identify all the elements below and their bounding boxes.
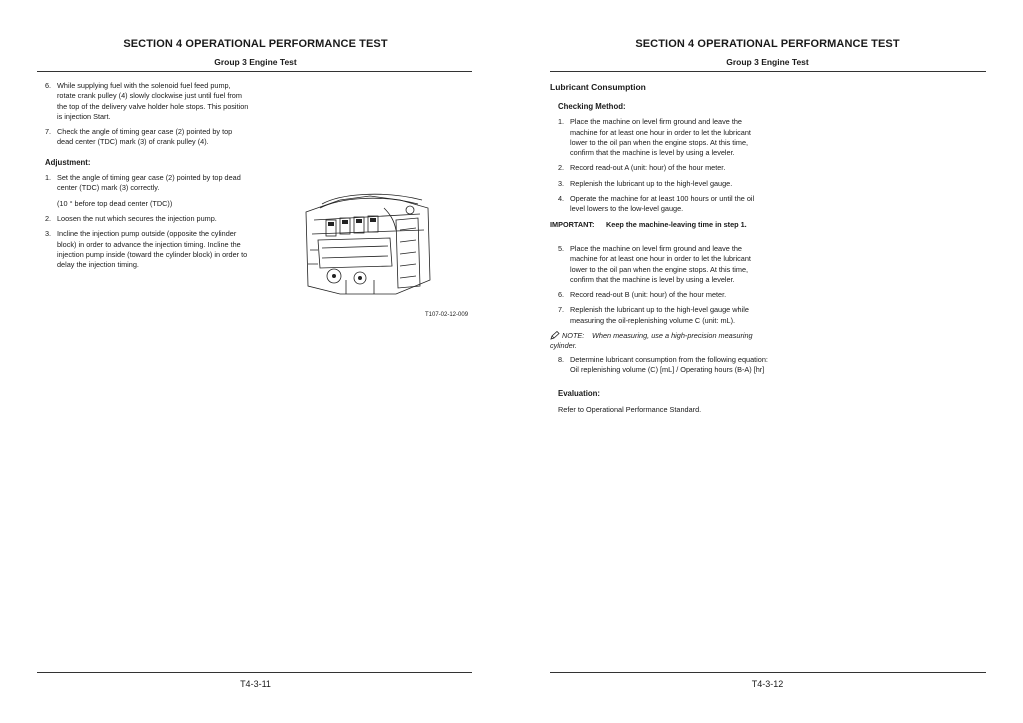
important-callout [550, 220, 770, 230]
step-number: 2. [558, 163, 565, 173]
step-item [558, 290, 770, 300]
important-text: Keep the machine-leaving time in step 1. [606, 219, 747, 229]
adjustment-heading: Adjustment: [45, 157, 91, 167]
header-rule [550, 71, 986, 72]
step-text: Replenish the lubricant up to the high-level gauge while measuring the oil-replenishing volume C (unit: mL). [570, 305, 749, 325]
step-item [558, 355, 770, 376]
page-number: T4-3-12 [751, 679, 784, 689]
checking-heading: Checking Method: [558, 102, 626, 111]
step-item [45, 229, 250, 270]
step-text: Record read-out B (unit: hour) of the hour meter. [570, 290, 727, 300]
topic-heading: Lubricant Consumption [550, 82, 646, 92]
section-title: SECTION 4 OPERATIONAL PERFORMANCE TEST [635, 38, 900, 50]
left-text-column [45, 81, 250, 275]
step-number: 6. [558, 290, 565, 300]
step-item [45, 173, 250, 194]
group-title: Group 3 Engine Test [214, 57, 297, 67]
step-item [45, 199, 250, 209]
step-text: While supplying fuel with the solenoid fuel feed pump, rotate crank pulley (4) slowly clockwise just until fuel from the top of the delivery valve holder hole stops. This position is injection Start. [57, 81, 249, 121]
step-text: (10 ° before top dead center (TDC)) [57, 198, 173, 208]
step-number: 6. [45, 81, 52, 90]
step-text: Place the machine on level firm ground and leave the machine for at least one hour in order to let the lubricant lower to the oil pan when the engine stops. At this time, confirm that the machine is level by using a leveler. [570, 117, 751, 158]
note-text: When measuring, use a high-precision measuring cylinder. [550, 331, 753, 351]
step-text: Loosen the nut which secures the injection pump. [57, 213, 217, 223]
step-text: Replenish the lubricant up to the high-level gauge. [570, 178, 733, 188]
section-title: SECTION 4 OPERATIONAL PERFORMANCE TEST [123, 38, 388, 50]
injection-pump-illustration [300, 190, 435, 298]
step-text: Record read-out A (unit: hour) of the hour meter. [570, 163, 726, 173]
step-text: Determine lubricant consumption from the following equation: Oil replenishing volume (C) [mL] / Operating hours (B-A) [hr] [570, 354, 768, 374]
step-text: Operate the machine for at least 100 hours or until the oil level lowers to the low-level gauge. [570, 194, 755, 214]
step-item [558, 244, 770, 285]
step-item [558, 117, 770, 158]
note-callout [550, 331, 770, 352]
step-number: 7. [45, 127, 52, 137]
step-item [558, 163, 770, 173]
step-item [558, 194, 770, 215]
step-text: Incline the injection pump outside (opposite the cylinder block) in order to advance the injection timing. Incline the injection pump inside (toward the cylinder block) in order to delay the injection timing. [57, 229, 248, 270]
step-number [45, 199, 57, 209]
step-number: 3. [45, 229, 52, 239]
page-number: T4-3-11 [240, 679, 271, 689]
step-item [45, 127, 250, 148]
step-number: 4. [558, 194, 565, 204]
step-number: 5. [558, 243, 565, 253]
step-number: 7. [558, 305, 565, 315]
evaluation-heading: Evaluation: [558, 389, 601, 399]
footer-rule [37, 672, 472, 673]
step-number: 1. [558, 117, 565, 127]
step-item [558, 305, 770, 326]
step-text: Set the angle of timing gear case (2) pointed by top dead center (TDC) mark (3) correctly. [57, 173, 241, 193]
step-text: Check the angle of timing gear case (2) pointed by top dead center (TDC) mark (3) of crank pulley (4). [57, 127, 233, 147]
right-text-column [550, 102, 770, 420]
step-item [45, 81, 250, 122]
left-page [0, 0, 511, 723]
footer-rule [550, 672, 986, 673]
figure-caption: T107-02-12-009 [425, 312, 469, 318]
step-item [45, 214, 250, 224]
step-item [558, 179, 770, 189]
header-rule [37, 71, 472, 72]
group-title: Group 3 Engine Test [726, 57, 809, 67]
step-number: 3. [558, 178, 565, 188]
step-text: Place the machine on level firm ground and leave the machine for at least one hour in order to let the lubricant lower to the oil pan when the engine stops. At this time, confirm that the machine is level by using a leveler. [570, 243, 751, 284]
step-number: 2. [45, 213, 52, 223]
note-label: NOTE: [562, 331, 585, 341]
step-number: 8. [558, 354, 565, 364]
evaluation-text: Refer to Operational Performance Standard. [558, 404, 702, 414]
important-label: IMPORTANT: [550, 219, 595, 229]
step-number: 1. [45, 173, 52, 183]
right-page [512, 0, 1023, 723]
